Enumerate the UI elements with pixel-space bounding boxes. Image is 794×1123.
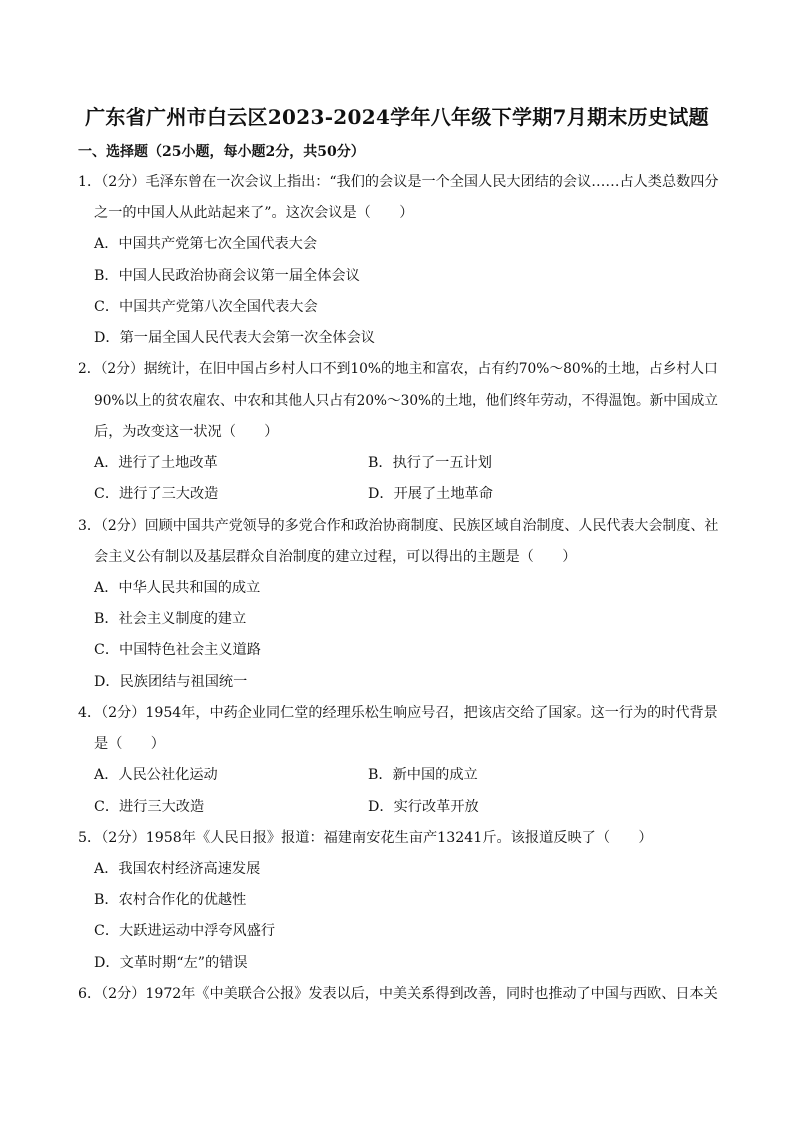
question-3-option-a[interactable]: A．中华人民共和国的成立 xyxy=(94,580,261,596)
question-5-option-d[interactable]: D．文革时期“左”的错误 xyxy=(94,955,248,971)
question-5-line-1: 5．（2分）1958年《人民日报》报道：福建南安花生亩产13241斤。该报道反映了（ ） xyxy=(78,830,653,846)
page-title: 广东省广州市白云区2023-2024学年八年级下学期7月期末历史试题 xyxy=(85,105,709,129)
question-4-line-2: 是（ ） xyxy=(94,736,165,752)
question-5-option-a[interactable]: A．我国农村经济高速发展 xyxy=(94,861,261,877)
section-heading: 一、选择题（25小题，每小题2分，共50分） xyxy=(78,144,365,160)
question-4-option-a[interactable]: A．人民公社化运动 xyxy=(94,767,218,783)
question-2-option-b[interactable]: B．执行了一五计划 xyxy=(368,455,492,471)
question-4-option-c[interactable]: C．进行三大改造 xyxy=(94,799,205,815)
question-2-line-1: 2．（2分）据统计，在旧中国占乡村人口不到10%的地主和富农，占有约70%～80%的土地，占乡村人口 xyxy=(78,361,718,377)
question-1-option-d[interactable]: D．第一届全国人民代表大会第一次全体会议 xyxy=(94,330,375,346)
question-1-option-b[interactable]: B．中国人民政治协商会议第一届全体会议 xyxy=(94,268,360,284)
question-6-line-1: 6．（2分）1972年《中美联合公报》发表以后，中美关系得到改善，同时也推动了中国与西欧、日本关 xyxy=(78,986,718,1002)
question-2-line-2: 90%以上的贫农雇农、中农和其他人只占有20%～30%的土地，他们终年劳动，不得温饱。新中国成立 xyxy=(94,393,718,409)
question-2-option-a[interactable]: A．进行了土地改革 xyxy=(94,455,218,471)
question-3-option-d[interactable]: D．民族团结与祖国统一 xyxy=(94,674,248,690)
question-1-line-1: 1．（2分）毛泽东曾在一次会议上指出：“我们的会议是一个全国人民大团结的会议……占人类总数四分 xyxy=(78,174,719,190)
question-1-line-2: 之一的中国人从此站起来了”。这次会议是（ ） xyxy=(94,205,414,221)
question-2-line-3: 后，为改变这一状况（ ） xyxy=(94,424,279,440)
question-4-line-1: 4．（2分）1954年，中药企业同仁堂的经理乐松生响应号召，把该店交给了国家。这一行为的时代背景 xyxy=(78,705,718,721)
question-5-option-c[interactable]: C．大跃进运动中浮夸风盛行 xyxy=(94,923,276,939)
question-2-option-d[interactable]: D．开展了土地革命 xyxy=(368,486,493,502)
question-1-option-a[interactable]: A．中国共产党第七次全国代表大会 xyxy=(94,236,318,252)
question-3-line-2: 会主义公有制以及基层群众自治制度的建立过程，可以得出的主题是（ ） xyxy=(94,549,577,565)
question-1-option-c[interactable]: C．中国共产党第八次全国代表大会 xyxy=(94,299,318,315)
question-5-option-b[interactable]: B．农村合作化的优越性 xyxy=(94,892,247,908)
question-2-option-c[interactable]: C．进行了三大改造 xyxy=(94,486,219,502)
question-3-line-1: 3．（2分）回顾中国共产党领导的多党合作和政治协商制度、民族区域自治制度、人民代表大会制度、社 xyxy=(78,518,719,534)
question-3-option-c[interactable]: C．中国特色社会主义道路 xyxy=(94,642,261,658)
question-4-option-d[interactable]: D．实行改革开放 xyxy=(368,799,479,815)
question-3-option-b[interactable]: B．社会主义制度的建立 xyxy=(94,611,247,627)
question-4-option-b[interactable]: B．新中国的成立 xyxy=(368,767,478,783)
